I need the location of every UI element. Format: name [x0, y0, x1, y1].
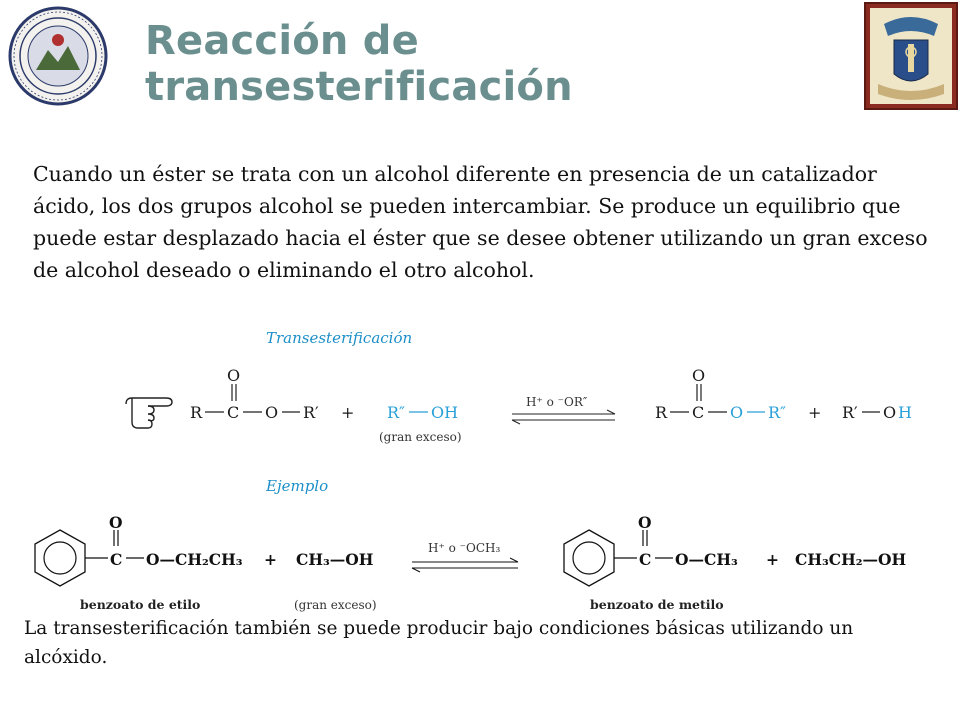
- faculty-seal-right: [864, 2, 958, 110]
- intro-paragraph: Cuando un éster se trata con un alcohol diferente en presencia de un catalizador ácido, los dos grupos alcohol se pueden intercambiar. Se produce un equilibrio que puede estar desplazado hacia el éster que se desee obtener utilizando un gran exceso de alcohol deseado o eliminando el otro alcohol.: [33, 162, 928, 282]
- ethanol-formula: CH₃CH₂—OH: [795, 550, 907, 569]
- reactant-name-caption: benzoato de etilo: [80, 597, 201, 612]
- equilibrium-arrow: [512, 395, 615, 424]
- example-equilibrium-arrow: [412, 541, 518, 572]
- example-excess-note: (gran exceso): [294, 598, 377, 612]
- svg-text:C: C: [639, 550, 652, 569]
- reactant-ester-chain: O—CH₂CH₃: [146, 550, 243, 569]
- plus-sign: +: [766, 550, 779, 569]
- general-catalyst-label: H⁺ o ⁻OR″: [526, 395, 588, 409]
- plus-sign: +: [264, 550, 277, 569]
- svg-text:R: R: [190, 403, 203, 422]
- general-reagent-alcohol: [379, 403, 462, 444]
- svg-text:O: O: [730, 403, 744, 422]
- svg-text:C: C: [110, 550, 123, 569]
- svg-text:R′: R′: [303, 403, 319, 422]
- section-label-ejemplo: Ejemplo: [266, 477, 329, 495]
- svg-text:C: C: [692, 403, 705, 422]
- svg-text:O: O: [692, 366, 706, 385]
- pointing-hand-icon: [126, 398, 172, 428]
- product-name-caption: benzoato de metilo: [590, 597, 724, 612]
- benzene-ring-product: [564, 530, 614, 586]
- svg-text:O: O: [638, 513, 652, 532]
- svg-text:C: C: [227, 403, 240, 422]
- svg-text:O: O: [227, 366, 241, 385]
- alcohol-oh-label: OH: [431, 403, 459, 422]
- svg-text:R: R: [655, 403, 668, 422]
- benzene-ring-reactant: [35, 530, 85, 586]
- svg-text:O: O: [109, 513, 123, 532]
- alcohol-r-label: R″: [387, 403, 406, 422]
- transesterification-diagram: [0, 320, 960, 615]
- product-alcohol-r: R′: [842, 403, 858, 422]
- general-reactant-ester: [190, 366, 319, 422]
- plus-sign: +: [808, 403, 822, 422]
- product-alcohol-h: H: [898, 403, 912, 422]
- product-alcohol-o: O: [883, 403, 897, 422]
- reagent-excess-note: (gran exceso): [379, 430, 462, 444]
- methanol-formula: CH₃—OH: [296, 550, 374, 569]
- section-label-transesterificacion: Transesterificación: [266, 329, 413, 347]
- plus-sign: +: [341, 403, 355, 422]
- svg-text:R″: R″: [768, 403, 787, 422]
- example-catalyst-label: H⁺ o ⁻OCH₃: [428, 541, 501, 555]
- general-product-ester: [655, 366, 786, 422]
- svg-text:O: O: [265, 403, 279, 422]
- university-seal-left: [8, 6, 108, 106]
- general-product-alcohol: [842, 403, 912, 422]
- product-ester-chain: O—CH₃: [675, 550, 738, 569]
- slide-title: Reacción de transesterificación: [145, 18, 573, 110]
- closing-note: La transesterificación también se puede producir bajo condiciones básicas utilizando un alcóxido.: [24, 618, 854, 668]
